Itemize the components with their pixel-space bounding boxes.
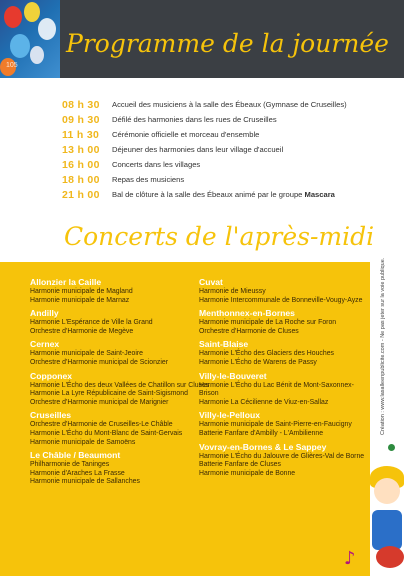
- concert-town: Cruseilles: [30, 410, 72, 421]
- concert-band: Batterie Fanfare de Cluses: [199, 461, 281, 469]
- concert-band: Batterie Fanfare d'Ambilly - L'Ambilienne: [199, 429, 324, 437]
- programme-time: 21 h 00: [62, 188, 100, 201]
- programme-list: [62, 97, 392, 202]
- programme-text: Bal de clôture à la salle des Ébeaux animé par le groupe Mascara: [112, 190, 335, 199]
- concert-town: Villy-le-Bouveret: [199, 370, 267, 381]
- concert-band: Orchestre d'Harmonie de Cluses: [199, 327, 299, 335]
- concert-town: Cernex: [30, 339, 60, 350]
- concert-town: Allonzier la Caille: [30, 277, 102, 287]
- balloon-icon: [4, 6, 22, 28]
- programme-row: [62, 157, 392, 172]
- programme-row: [62, 127, 392, 142]
- programme-time: 11 h 30: [62, 128, 100, 141]
- balloons-illustration: [0, 0, 60, 78]
- concert-band: Harmonie La Lyre Républicaine de Saint-Sigismond: [30, 390, 188, 398]
- programme-time: 16 h 00: [62, 158, 100, 171]
- concerts-left-column: [30, 274, 210, 487]
- programme-row: [62, 112, 392, 127]
- music-note-icon: ♪: [344, 548, 356, 569]
- concert-band: Harmonie L'Espérance de Ville la Grand: [30, 319, 153, 327]
- credit-text: Création : www.lasalleenpublicite.com - Ne pas jeter sur la voie publique.: [380, 257, 386, 435]
- face-shape: [374, 478, 400, 504]
- concert-band: Harmonie municipale de Marnaz: [30, 296, 130, 304]
- concert-town: Vovray-en-Bornes & Le Sappey: [199, 441, 327, 452]
- concerts-title: Concerts de l'après-midi: [64, 222, 375, 251]
- programme-row: [62, 187, 392, 202]
- concert-band: Harmonie de Mieussy: [199, 288, 266, 295]
- concerts-right-column: [199, 274, 369, 478]
- concert-town: Menthonnex-en-Bornes: [199, 308, 295, 319]
- concert-band: Harmonie La Cécilienne de Viuz-en-Sallaz: [199, 398, 329, 406]
- concert-band: Orchestre d'Harmonie de Megève: [30, 327, 134, 335]
- concert-band: Harmonie municipale de Sallanches: [30, 478, 140, 486]
- programme-text: Cérémonie officielle et morceau d'ensemble: [112, 130, 260, 139]
- programme-text: Accueil des musiciens à la salle des Ébeaux (Gymnase de Cruseilles): [112, 100, 347, 109]
- page-title: Programme de la journée: [66, 29, 389, 58]
- concert-band: Philharmonie de Taninges: [30, 461, 110, 469]
- balloon-icon: [30, 46, 44, 64]
- concert-band: Harmonie municipale de Saint-Jeoire: [30, 350, 143, 358]
- concerts-block: [0, 262, 370, 576]
- concert-town: Le Châble / Beaumont: [30, 450, 121, 461]
- concert-band: Harmonie L'Écho du Mont-Blanc de Saint-Gervais: [30, 429, 183, 437]
- programme-text: Repas des musiciens: [112, 175, 185, 184]
- concert-band: Harmonie L'Écho de Warens de Passy: [199, 358, 317, 366]
- concert-town: Copponex: [30, 370, 73, 381]
- body-shape: [372, 510, 402, 550]
- programme-text: Concerts dans les villages: [112, 160, 201, 169]
- concert-band: Harmonie L'Écho des Glaciers des Houches: [199, 350, 334, 358]
- programme-time: 18 h 00: [62, 173, 100, 186]
- concert-band: Harmonie L'Écho des deux Vallées de Chatillon sur Cluses: [30, 381, 210, 389]
- balloon-icon: [24, 2, 40, 22]
- programme-time: 09 h 30: [62, 113, 100, 126]
- concert-town: Saint-Blaise: [199, 339, 249, 350]
- concert-band: Harmonie d'Araches La Frasse: [30, 469, 125, 477]
- header-band: [0, 0, 404, 78]
- concert-band: Orchestre d'Harmonie de Cruseilles-Le Châble: [30, 421, 173, 429]
- programme-text: Défilé des harmonies dans les rues de Cruseilles: [112, 115, 277, 124]
- balloon-icon: [38, 18, 56, 40]
- concert-band: Harmonie L'Écho du Jalouvre de Glières-Val de Borne: [199, 452, 365, 460]
- concert-town: Cuvat: [199, 277, 223, 287]
- programme-time: 08 h 30: [62, 98, 100, 111]
- concert-town: Villy-le-Pelloux: [199, 410, 260, 421]
- programme-text: Déjeuner des harmonies dans leur village d'accueil: [112, 145, 284, 154]
- programme-row: [62, 172, 392, 187]
- concert-band: Harmonie municipale de La Roche sur Foron: [199, 319, 337, 327]
- balloon-icon: [10, 34, 30, 58]
- concert-band: Harmonie municipale de Samoëns: [30, 438, 136, 446]
- header-badge: 105: [6, 62, 18, 69]
- programme-row: [62, 97, 392, 112]
- concert-band: Harmonie municipale de Saint-Pierre-en-Faucigny: [199, 421, 352, 429]
- concert-town: Andilly: [30, 308, 59, 319]
- concert-band: Harmonie L'Écho du Lac Bénit de Mont-Saxonnex-Brison: [199, 381, 354, 398]
- programme-time: 13 h 00: [62, 143, 100, 156]
- concert-band: Orchestre d'Harmonie municipal de Marignier: [30, 398, 169, 406]
- concert-band: Harmonie municipale de Bonne: [199, 469, 296, 477]
- musician-illustration: [370, 450, 404, 576]
- concert-band: Harmonie municipale de Magland: [30, 288, 133, 295]
- concert-band: Orchestre d'Harmonie municipal de Scionzier: [30, 358, 169, 366]
- concert-band: Harmonie Intercommunale de Bonneville-Vougy-Ayze: [199, 296, 363, 304]
- programme-row: [62, 142, 392, 157]
- drum-icon: [376, 546, 404, 568]
